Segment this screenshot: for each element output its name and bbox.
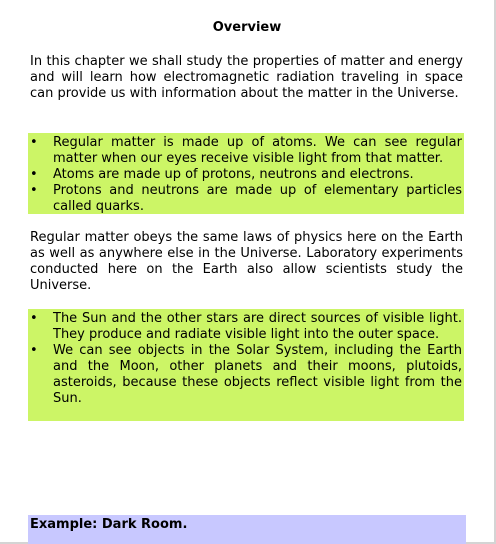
list-item: [28, 311, 464, 343]
bullet-icon: •: [30, 183, 38, 198]
bullet-icon: •: [30, 311, 38, 326]
bullet-icon: •: [30, 135, 38, 150]
highlight-box-matter: [28, 133, 464, 214]
list-item: [28, 167, 464, 183]
highlight-box-light: [28, 309, 464, 421]
list-item: [28, 343, 464, 407]
bullet-list-matter: [28, 133, 464, 215]
bullet-icon: •: [30, 343, 38, 358]
bullet-list-light: [28, 309, 464, 407]
list-item: [28, 183, 464, 215]
bullet-icon: •: [30, 167, 38, 182]
list-item-text: Atoms are made up of protons, neutrons and electrons.: [53, 167, 414, 182]
list-item-text: Regular matter is made up of atoms. We can see regular matter when our eyes receive visible light from that matter.: [53, 135, 462, 166]
list-item: [28, 135, 464, 167]
example-box: [28, 515, 466, 544]
example-title: Example: Dark Room.: [30, 517, 188, 532]
intro-paragraph: In this chapter we shall study the properties of matter and energy and will learn how electromagnetic radiation traveling in space can provide us with information about the matter in the Universe.: [30, 54, 463, 101]
physics-paragraph: Regular matter obeys the same laws of physics here on the Earth as well as anywhere else in the Universe. Laboratory experiments conducted here on the Earth also allow scientists study the Universe.: [30, 230, 463, 293]
list-item-text: We can see objects in the Solar System, including the Earth and the Moon, other planets and their moons, plutoids, asteroids, because these objects reflect visible light from the Sun.: [53, 343, 462, 406]
list-item-text: The Sun and the other stars are direct sources of visible light. They produce and radiate visible light into the outer space.: [53, 311, 462, 342]
list-item-text: Protons and neutrons are made up of elementary particles called quarks.: [53, 183, 462, 214]
page-title: Overview: [212, 20, 282, 35]
